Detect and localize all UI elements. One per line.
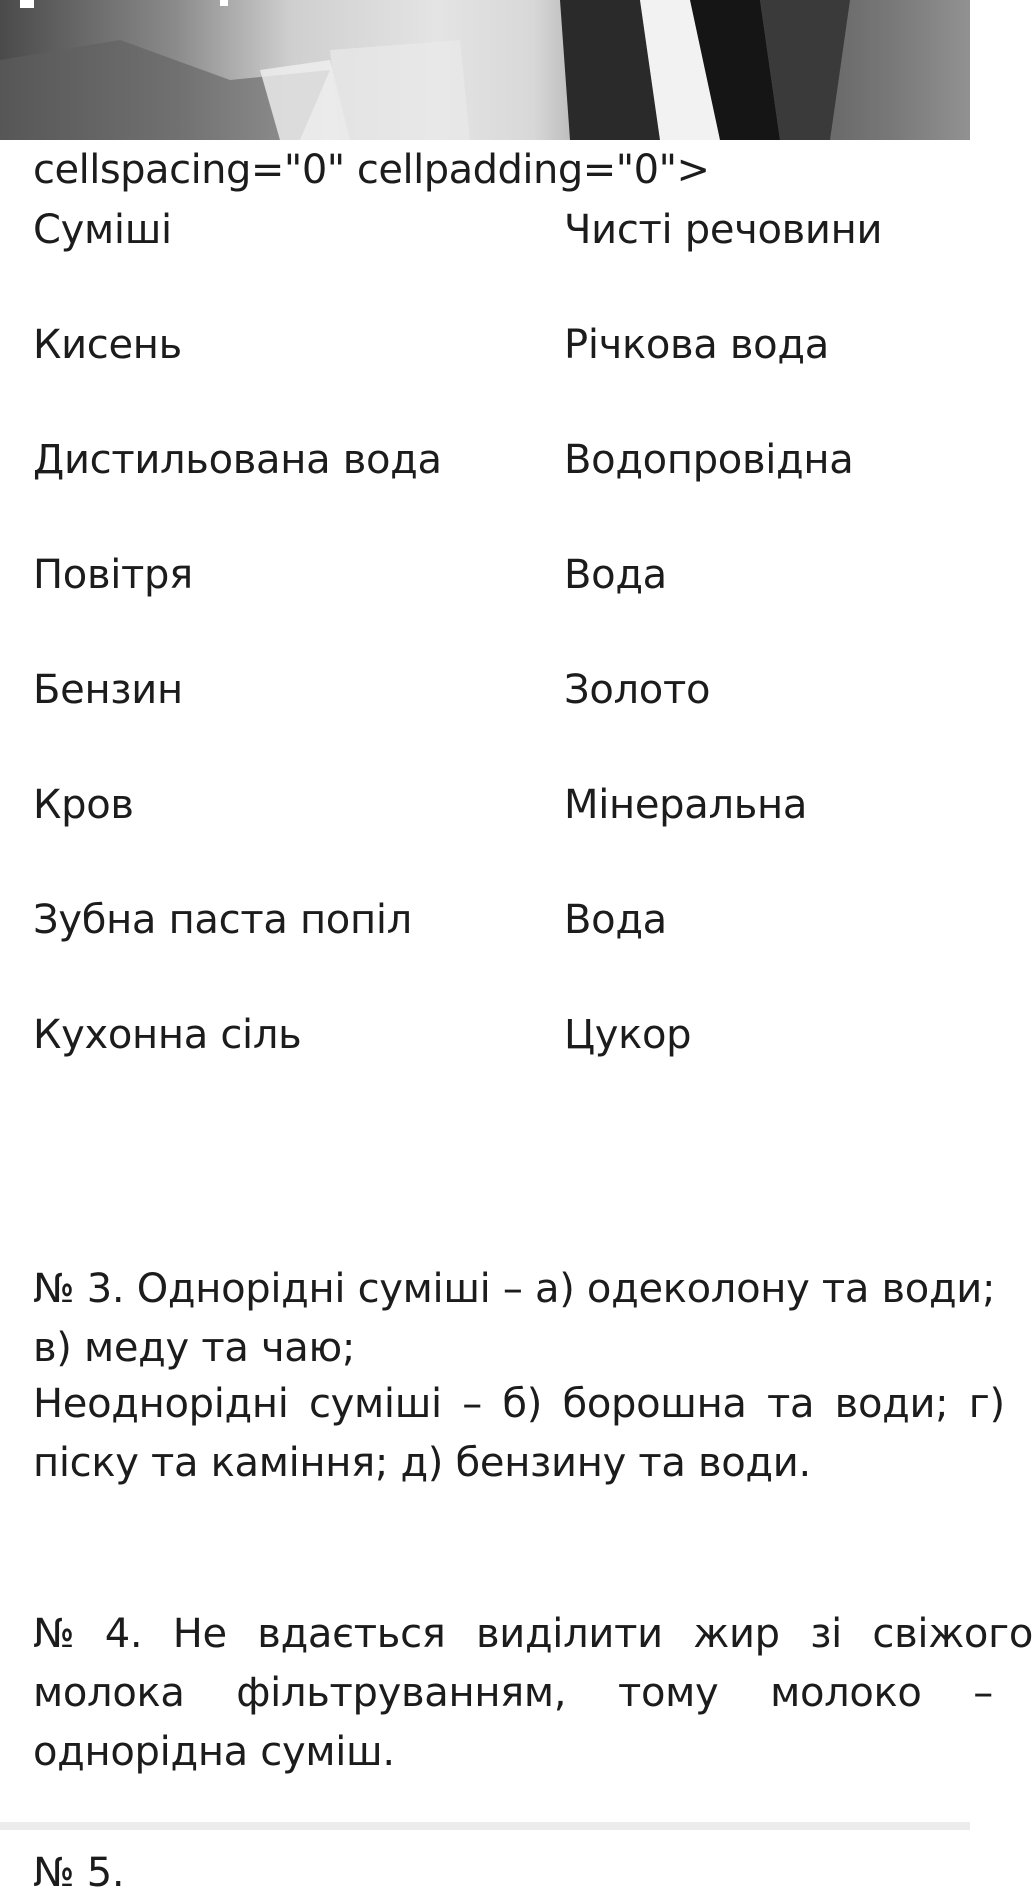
task-3-line: Неоднорідні суміші – б) борошна та води; г) (33, 1381, 1005, 1427)
task-4-line (33, 1664, 993, 1723)
task-3-line: № 3. Однорідні суміші – а) одеколону та води; (33, 1266, 996, 1312)
table-cell-left: Суміші (33, 207, 172, 253)
table-cell-left: Кухонна сіль (33, 1012, 302, 1058)
banner-photo (0, 0, 970, 140)
table-row (33, 1005, 970, 1120)
table-cell-left: Повітря (33, 552, 193, 598)
task-4-word: молока (33, 1670, 185, 1716)
task-4-word: жир (693, 1611, 780, 1657)
task-4-word: виділити (475, 1611, 663, 1657)
table-cell-right: Водопровідна (564, 437, 854, 483)
page-content (33, 140, 1033, 1896)
table-cell-left: Кисень (33, 322, 182, 368)
task-4-word: зі (810, 1611, 842, 1657)
table-row (33, 890, 970, 1005)
header-banner-image (0, 0, 970, 140)
table-cell-right: Мінеральна (564, 782, 808, 828)
table-cell-right: Вода (564, 552, 667, 598)
task-4-word: свіжого (872, 1611, 1033, 1657)
table-cell-left: Бензин (33, 667, 183, 713)
task-4-word: фільтруванням, (236, 1670, 567, 1716)
task-3-heterogeneous-paragraph (33, 1375, 1005, 1493)
task-4-paragraph (33, 1605, 1033, 1782)
task-4-line: однорідна суміш. (33, 1729, 395, 1775)
table-row (33, 545, 970, 660)
table-cell-right: Золото (564, 667, 711, 713)
task-3-line: піску та каміння; д) бензину та води. (33, 1440, 811, 1486)
task-4-word: – (973, 1670, 993, 1716)
task-5-paragraph (33, 1844, 970, 1903)
task-5-label: № 5. (33, 1850, 125, 1896)
task-4-word: № (33, 1611, 75, 1657)
table-row (33, 775, 970, 890)
substances-table (33, 200, 970, 1120)
html-code-fragment: cellspacing="0" cellpadding="0"> (33, 147, 710, 193)
table-row (33, 315, 970, 430)
bottom-divider (0, 1822, 970, 1830)
table-cell-right: Вода (564, 897, 667, 943)
table-cell-left: Дистильована вода (33, 437, 442, 483)
task-4-line (33, 1605, 1033, 1664)
task-4-word: молоко (770, 1670, 922, 1716)
table-cell-right: Річкова вода (564, 322, 829, 368)
table-row (33, 660, 970, 775)
table-row (33, 200, 970, 315)
task-4-word: Не (172, 1611, 227, 1657)
table-cell-left: Кров (33, 782, 134, 828)
task-4-word: 4. (104, 1611, 143, 1657)
task-4-word: тому (617, 1670, 719, 1716)
task-3-line: в) меду та чаю; (33, 1325, 356, 1371)
table-cell-right: Чисті речовини (564, 207, 883, 253)
table-cell-left: Зубна паста попіл (33, 897, 412, 943)
task-3-paragraph (33, 1260, 996, 1378)
task-4-word: вдається (257, 1611, 446, 1657)
table-cell-right: Цукор (564, 1012, 692, 1058)
table-row (33, 430, 970, 545)
